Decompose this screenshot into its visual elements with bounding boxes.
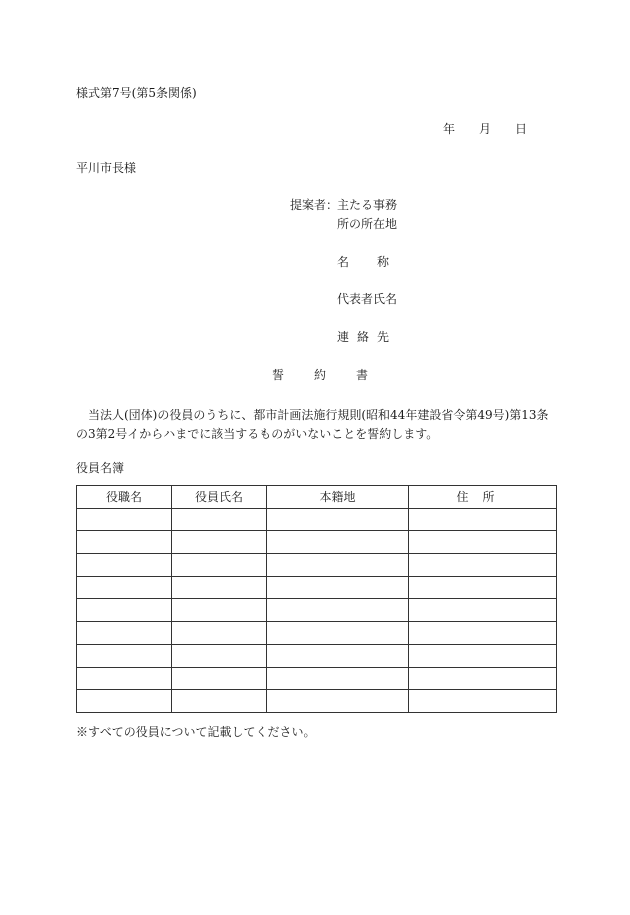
table-cell[interactable] (267, 554, 409, 577)
date-year-label: 年 (443, 122, 456, 136)
officer-roster-table (76, 485, 557, 713)
table-cell[interactable] (409, 599, 557, 622)
table-cell[interactable] (77, 644, 172, 667)
table-cell[interactable] (267, 667, 409, 690)
table-row (77, 667, 557, 690)
table-cell[interactable] (172, 644, 267, 667)
table-cell[interactable] (172, 576, 267, 599)
table-cell[interactable] (409, 644, 557, 667)
table-cell[interactable] (267, 576, 409, 599)
table-cell[interactable] (77, 622, 172, 645)
table-cell[interactable] (172, 622, 267, 645)
date-day-label: 日 (515, 122, 528, 136)
proposer-address-label-line1: 主たる事務 (337, 198, 398, 212)
proposer-contact-label: 連絡先 (337, 330, 398, 344)
table-cell[interactable] (77, 554, 172, 577)
table-cell[interactable] (409, 554, 557, 577)
table-cell[interactable] (409, 622, 557, 645)
table-cell[interactable] (267, 644, 409, 667)
table-cell[interactable] (267, 622, 409, 645)
document-title: 誓約書 (272, 368, 399, 382)
table-cell[interactable] (409, 508, 557, 531)
proposer-name-label: 名称 (337, 255, 418, 269)
table-cell[interactable] (267, 599, 409, 622)
table-cell[interactable] (77, 531, 172, 554)
addressee: 平川市長様 (76, 161, 137, 175)
table-cell[interactable] (172, 508, 267, 531)
date-month-label: 月 (479, 122, 492, 136)
table-cell[interactable] (77, 667, 172, 690)
table-cell[interactable] (172, 531, 267, 554)
header-position: 役職名 (77, 486, 172, 509)
table-cell[interactable] (267, 531, 409, 554)
table-row (77, 690, 557, 713)
date-line (443, 122, 527, 136)
proposer-label: 提案者： (290, 198, 339, 212)
table-cell[interactable] (77, 690, 172, 713)
proposer-address-label-line2: 所の所在地 (337, 217, 398, 231)
table-row (77, 576, 557, 599)
table-cell[interactable] (409, 690, 557, 713)
table-header-row (77, 486, 557, 509)
table-row (77, 508, 557, 531)
proposer-representative-label: 代表者氏名 (337, 292, 398, 306)
header-registered-domicile: 本籍地 (267, 486, 409, 509)
footnote: ※すべての役員について記載してください。 (76, 725, 316, 739)
table-row (77, 622, 557, 645)
table-cell[interactable] (172, 690, 267, 713)
table-cell[interactable] (267, 508, 409, 531)
table-cell[interactable] (409, 576, 557, 599)
table-cell[interactable] (409, 667, 557, 690)
form-number: 様式第7号(第5条関係) (76, 86, 197, 100)
table-cell[interactable] (172, 554, 267, 577)
header-officer-name: 役員氏名 (172, 486, 267, 509)
table-cell[interactable] (267, 690, 409, 713)
table-cell[interactable] (172, 599, 267, 622)
table-row (77, 554, 557, 577)
header-address: 住所 (409, 486, 557, 509)
pledge-text: 当法人(団体)の役員のうちに、都市計画法施行規則(昭和44年建設省令第49号)第13条の3第2号イからハまでに該当するものがいないことを誓約します。 (76, 408, 549, 441)
table-cell[interactable] (77, 508, 172, 531)
table-row (77, 531, 557, 554)
table-row (77, 599, 557, 622)
table-row (77, 644, 557, 667)
table-cell[interactable] (172, 667, 267, 690)
table-cell[interactable] (409, 531, 557, 554)
roster-title: 役員名簿 (76, 461, 125, 475)
table-cell[interactable] (77, 599, 172, 622)
table-cell[interactable] (77, 576, 172, 599)
